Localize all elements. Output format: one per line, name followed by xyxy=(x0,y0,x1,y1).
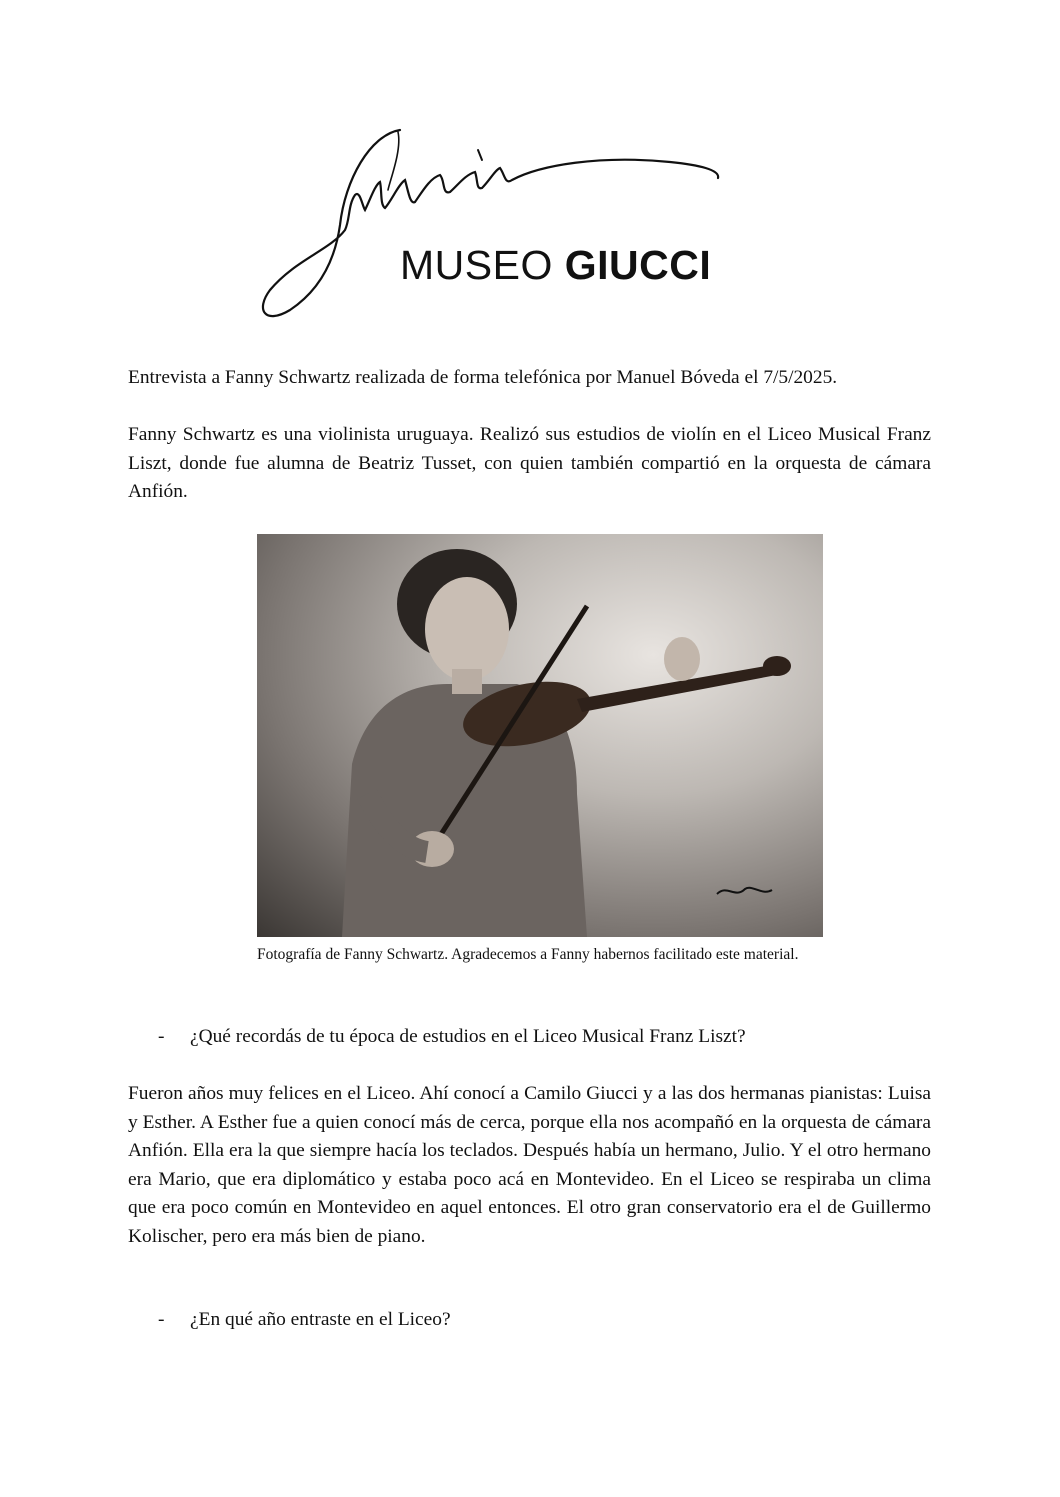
photo-caption: Fotografía de Fanny Schwartz. Agradecemos a Fanny habernos facilitado este material. xyxy=(257,946,799,963)
answer-1: Fueron años muy felices en el Liceo. Ahí conocí a Camilo Giucci y a las dos hermanas pianistas: Luisa y Esther. A Esther fue a quien conocí más de cerca, porque ella nos acompañó en la orquesta de cámara Anfión. Ella era la que siempre hacía los teclados. Después había un hermano, Julio. Y el otro hermano era Mario, que era diplomático y estaba poco acá en Montevideo. En el Liceo se respiraba un clima que era poco común en Montevideo en aquel entonces. El otro gran conservatorio era el de Guillermo Kolischer, pero era más bien de piano. xyxy=(128,1083,931,1247)
question-bullet: - xyxy=(158,1026,165,1047)
question-bullet: - xyxy=(158,1309,165,1330)
question-text: ¿En qué año entraste en el Liceo? xyxy=(190,1309,451,1330)
signature-icon xyxy=(250,120,730,335)
intro-paragraph: Entrevista a Fanny Schwartz realizada de forma telefónica por Manuel Bóveda el 7/5/2025. xyxy=(128,367,838,388)
violinist-photo xyxy=(257,534,823,937)
museum-wordmark xyxy=(400,242,711,289)
wordmark-museo: MUSEO xyxy=(400,242,553,288)
wordmark-giucci: GIUCCI xyxy=(564,242,712,288)
violinist-photograph-icon xyxy=(257,534,823,937)
bio-paragraph: Fanny Schwartz es una violinista uruguaya. Realizó sus estudios de violín en el Liceo Musical Franz Liszt, donde fue alumna de Beatriz Tusset, con quien también compartió en la orquesta de cámara Anfión. xyxy=(128,424,931,502)
museo-giucci-logo xyxy=(250,120,730,335)
question-text: ¿Qué recordás de tu época de estudios en el Liceo Musical Franz Liszt? xyxy=(190,1026,746,1047)
